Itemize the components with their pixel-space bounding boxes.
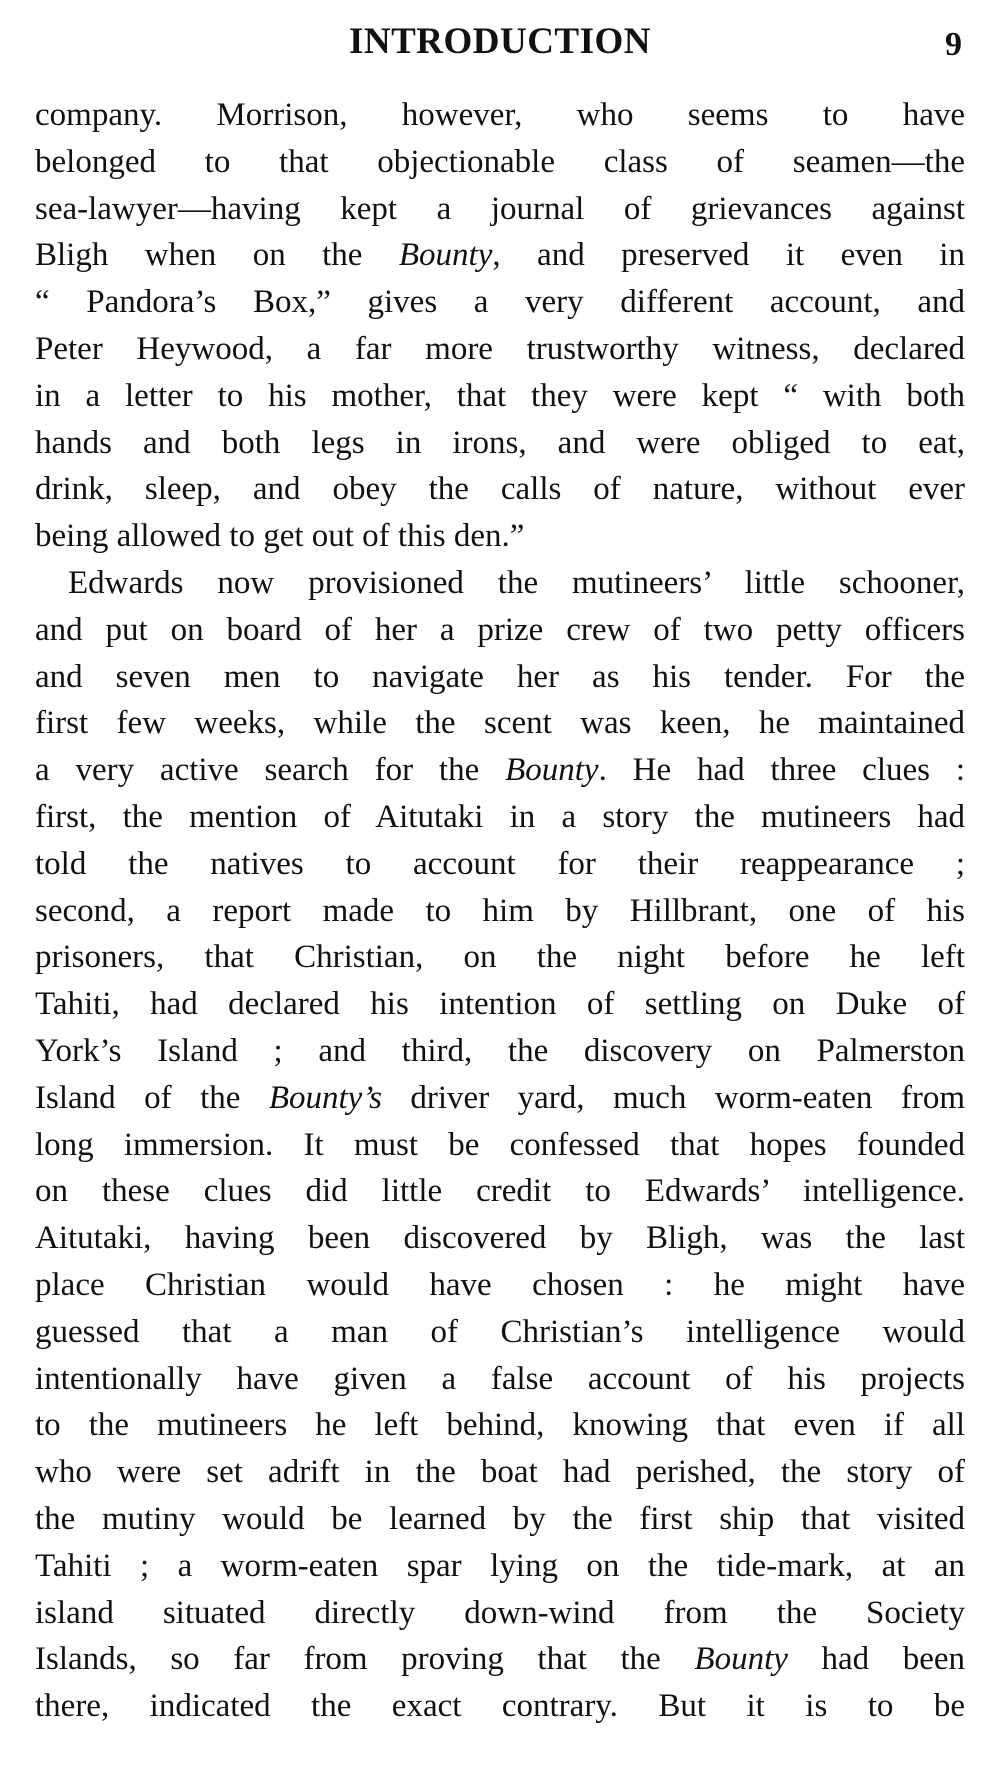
- text-line: [35, 560, 965, 607]
- text-segment: being allowed to get out of this den.”: [35, 518, 525, 555]
- text-segment: Aitutaki, having been discovered by Bligh, was the last: [35, 1220, 965, 1257]
- page-number: 9: [945, 26, 962, 63]
- text-segment: intentionally have given a false account of his projects: [35, 1360, 965, 1397]
- text-segment: to the mutineers he left behind, knowing that even if all: [35, 1407, 965, 1444]
- text-line: [35, 981, 965, 1028]
- text-line: [35, 1590, 965, 1637]
- text-segment: hands and both legs in irons, and were obliged to eat,: [35, 424, 965, 461]
- text-segment: place Christian would have chosen : he might have: [35, 1266, 965, 1303]
- text-segment: first few weeks, while the scent was keen, he maintained: [35, 705, 965, 742]
- text-segment: York’s Island ; and third, the discovery on Palmerston: [35, 1032, 965, 1069]
- text-segment: who were set adrift in the boat had perished, the story of: [35, 1454, 965, 1491]
- text-line: [35, 279, 965, 326]
- text-segment: . He had three clues :: [598, 752, 965, 789]
- text-segment: Tahiti, had declared his intention of settling on Duke of: [35, 986, 965, 1023]
- text-line: [35, 1215, 965, 1262]
- text-line: [35, 888, 965, 935]
- text-segment: guessed that a man of Christian’s intelligence would: [35, 1313, 965, 1350]
- text-segment: there, indicated the exact contrary. But it is to be: [35, 1688, 965, 1725]
- text-line: [35, 1168, 965, 1215]
- italic-ship-name: Bounty: [505, 752, 599, 789]
- text-segment: first, the mention of Aitutaki in a story the mutineers had: [35, 798, 965, 835]
- text-segment: and seven men to navigate her as his tender. For the: [35, 658, 965, 695]
- running-head: INTRODUCTION: [348, 21, 652, 62]
- text-segment: told the natives to account for their reappearance ;: [35, 845, 965, 882]
- text-line: [35, 1309, 965, 1356]
- text-line: [35, 841, 965, 888]
- text-line: [35, 232, 965, 279]
- text-segment: island situated directly down-wind from the Society: [35, 1594, 965, 1631]
- text-segment: Tahiti ; a worm-eaten spar lying on the tide-mark, at an: [35, 1547, 965, 1584]
- text-line: [35, 1636, 965, 1683]
- paragraph: [35, 560, 965, 1730]
- text-segment: company. Morrison, however, who seems to have: [35, 97, 965, 133]
- text-line: [35, 1122, 965, 1169]
- text-segment: Edwards now provisioned the mutineers’ little schooner,: [68, 564, 965, 601]
- text-line: [35, 700, 965, 747]
- text-segment: Peter Heywood, a far more trustworthy witness, declared: [35, 330, 965, 367]
- text-segment: driver yard, much worm-eaten from: [381, 1079, 965, 1116]
- italic-ship-name: Bounty: [398, 237, 493, 274]
- page-header: [35, 20, 965, 72]
- text-line: [35, 92, 965, 139]
- text-segment: Bligh when on the: [35, 237, 399, 274]
- text-segment: the mutiny would be learned by the first ship that visited: [35, 1500, 965, 1537]
- italic-ship-name: Bounty: [694, 1641, 788, 1678]
- text-line: [35, 1028, 965, 1075]
- text-line: [35, 934, 965, 981]
- text-line: [35, 373, 965, 420]
- text-segment: in a letter to his mother, that they were kept “ with both: [35, 377, 965, 414]
- text-segment: Islands, so far from proving that the: [35, 1641, 695, 1678]
- text-segment: second, a report made to him by Hillbrant, one of his: [35, 892, 965, 929]
- text-line: [35, 747, 965, 794]
- text-segment: sea-lawyer—having kept a journal of grievances against: [35, 190, 965, 227]
- text-line: [35, 1449, 965, 1496]
- body-text: [35, 92, 965, 1730]
- text-segment: long immersion. It must be confessed that hopes founded: [35, 1126, 965, 1163]
- text-segment: prisoners, that Christian, on the night before he left: [35, 939, 965, 976]
- text-line: [35, 1402, 965, 1449]
- text-line: [35, 326, 965, 373]
- text-line: [35, 794, 965, 841]
- text-segment: drink, sleep, and obey the calls of nature, without ever: [35, 471, 965, 508]
- text-segment: Island of the: [35, 1079, 269, 1116]
- text-line: [35, 1262, 965, 1309]
- italic-ship-name: Bounty’s: [268, 1079, 382, 1116]
- text-segment: a very active search for the: [35, 752, 506, 789]
- text-line: [35, 513, 965, 560]
- text-line: [35, 466, 965, 513]
- text-line: [35, 1356, 965, 1403]
- text-segment: , and preserved it even in: [492, 237, 965, 274]
- text-line: [35, 1075, 965, 1122]
- text-line: [35, 654, 965, 701]
- text-line: [35, 1496, 965, 1543]
- text-line: [35, 420, 965, 467]
- text-segment: and put on board of her a prize crew of two petty officers: [35, 611, 965, 648]
- text-segment: on these clues did little credit to Edwards’ intelligence.: [35, 1173, 965, 1210]
- text-segment: had been: [787, 1641, 965, 1678]
- text-segment: “ Pandora’s Box,” gives a very different account, and: [35, 284, 965, 321]
- text-line: [35, 1543, 965, 1590]
- text-line: [35, 186, 965, 233]
- text-line: [35, 607, 965, 654]
- paragraph: [35, 92, 965, 560]
- text-line: [35, 139, 965, 186]
- text-segment: belonged to that objectionable class of seamen—the: [35, 143, 965, 180]
- text-line: [35, 1683, 965, 1730]
